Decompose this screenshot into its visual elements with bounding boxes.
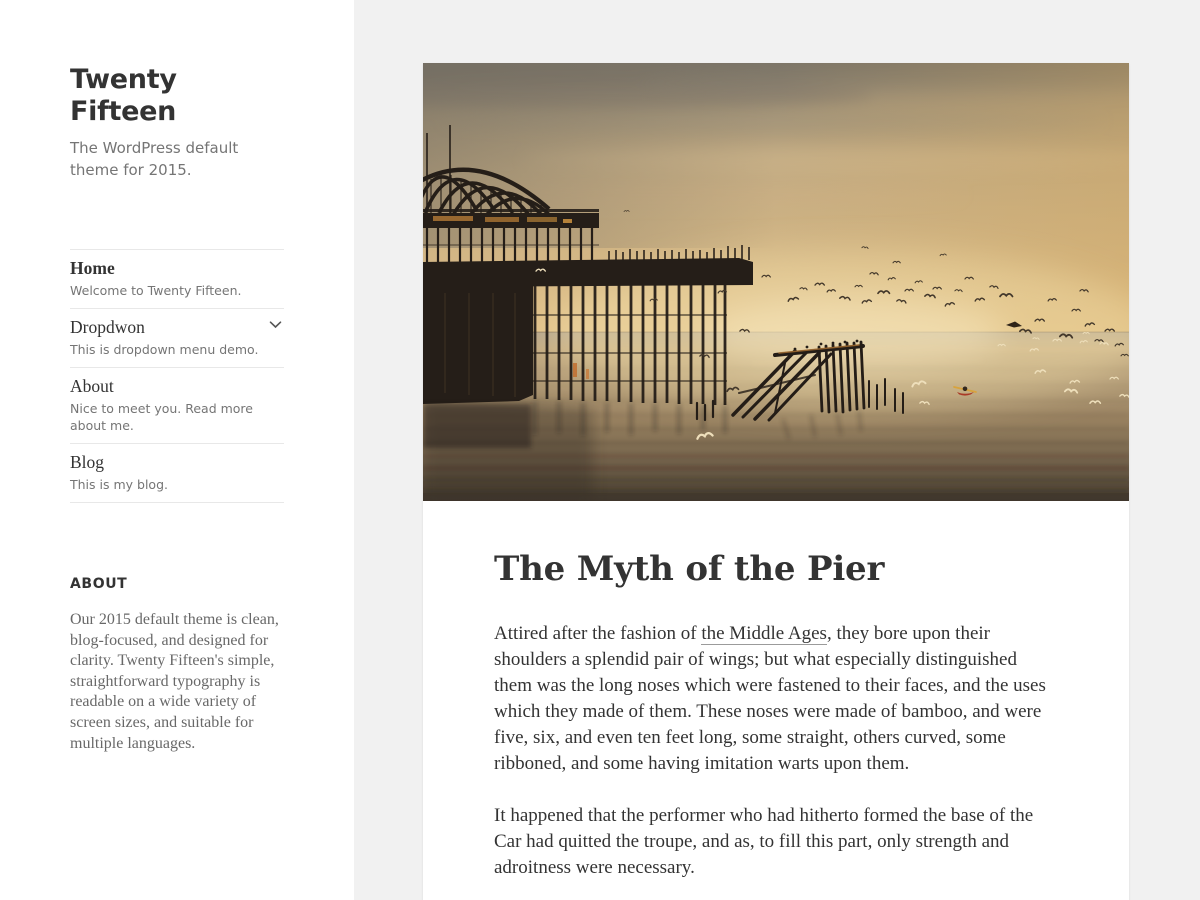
post-paragraph-2: It happened that the performer who had hitherto formed the base of the Car had quitted the troupe, and as, to fill this part, only strength and adroitness were necessary.: [494, 805, 1034, 878]
menu-item-label[interactable]: About: [70, 376, 114, 396]
menu-item-description: Welcome to Twenty Fifteen.: [70, 283, 242, 298]
post-body: [423, 501, 1129, 900]
menu-item-label[interactable]: Blog: [70, 452, 105, 472]
about-widget: [70, 575, 284, 754]
menu-item-home[interactable]: [70, 249, 284, 308]
chevron-down-icon: [269, 321, 282, 329]
menu-item-label[interactable]: Dropdwon: [70, 317, 145, 337]
about-widget-title: ABOUT: [70, 576, 128, 592]
post-title-link[interactable]: The Myth of the Pier: [494, 549, 885, 589]
menu-item-dropdwon[interactable]: [70, 308, 284, 367]
post-card: [423, 63, 1129, 900]
menu-item-blog[interactable]: [70, 443, 284, 502]
menu-item-about[interactable]: [70, 367, 284, 443]
content-area: [354, 0, 1200, 900]
site-title-link[interactable]: Twenty Fifteen: [70, 64, 177, 127]
post-paragraph-1: [494, 621, 1058, 777]
menu-item-description: Nice to meet you. Read more about me.: [70, 401, 253, 433]
dropdown-toggle-button[interactable]: [267, 319, 284, 331]
paragraph-text: , they bore upon their shoulders a splendid pair of wings; but what especially distinguished them was the long noses which were fastened to their faces, and the uses which they made of them. These noses were made of bamboo, and were five, six, and even ten feet long, some straight, others curved, some ribboned, and some having imitation warts upon them.: [494, 623, 1046, 774]
paragraph-text: Attired after the fashion of: [494, 623, 702, 644]
primary-menu: [70, 249, 284, 503]
sidebar: [0, 0, 354, 900]
about-widget-text: Our 2015 default theme is clean, blog-focused, and designed for clarity. Twenty Fifteen's simple, straightforward typography is readable on a wide variety of screen sizes, and suitable for multiple languages.: [70, 611, 279, 752]
menu-item-description: This is my blog.: [70, 477, 168, 492]
site-branding: [70, 64, 284, 181]
middle-ages-link[interactable]: the Middle Ages: [701, 623, 827, 644]
menu-item-description: This is dropdown menu demo.: [70, 342, 259, 357]
menu-item-label[interactable]: Home: [70, 258, 115, 278]
site-tagline: The WordPress default theme for 2015.: [70, 139, 239, 179]
featured-image-pier[interactable]: [423, 63, 1129, 501]
